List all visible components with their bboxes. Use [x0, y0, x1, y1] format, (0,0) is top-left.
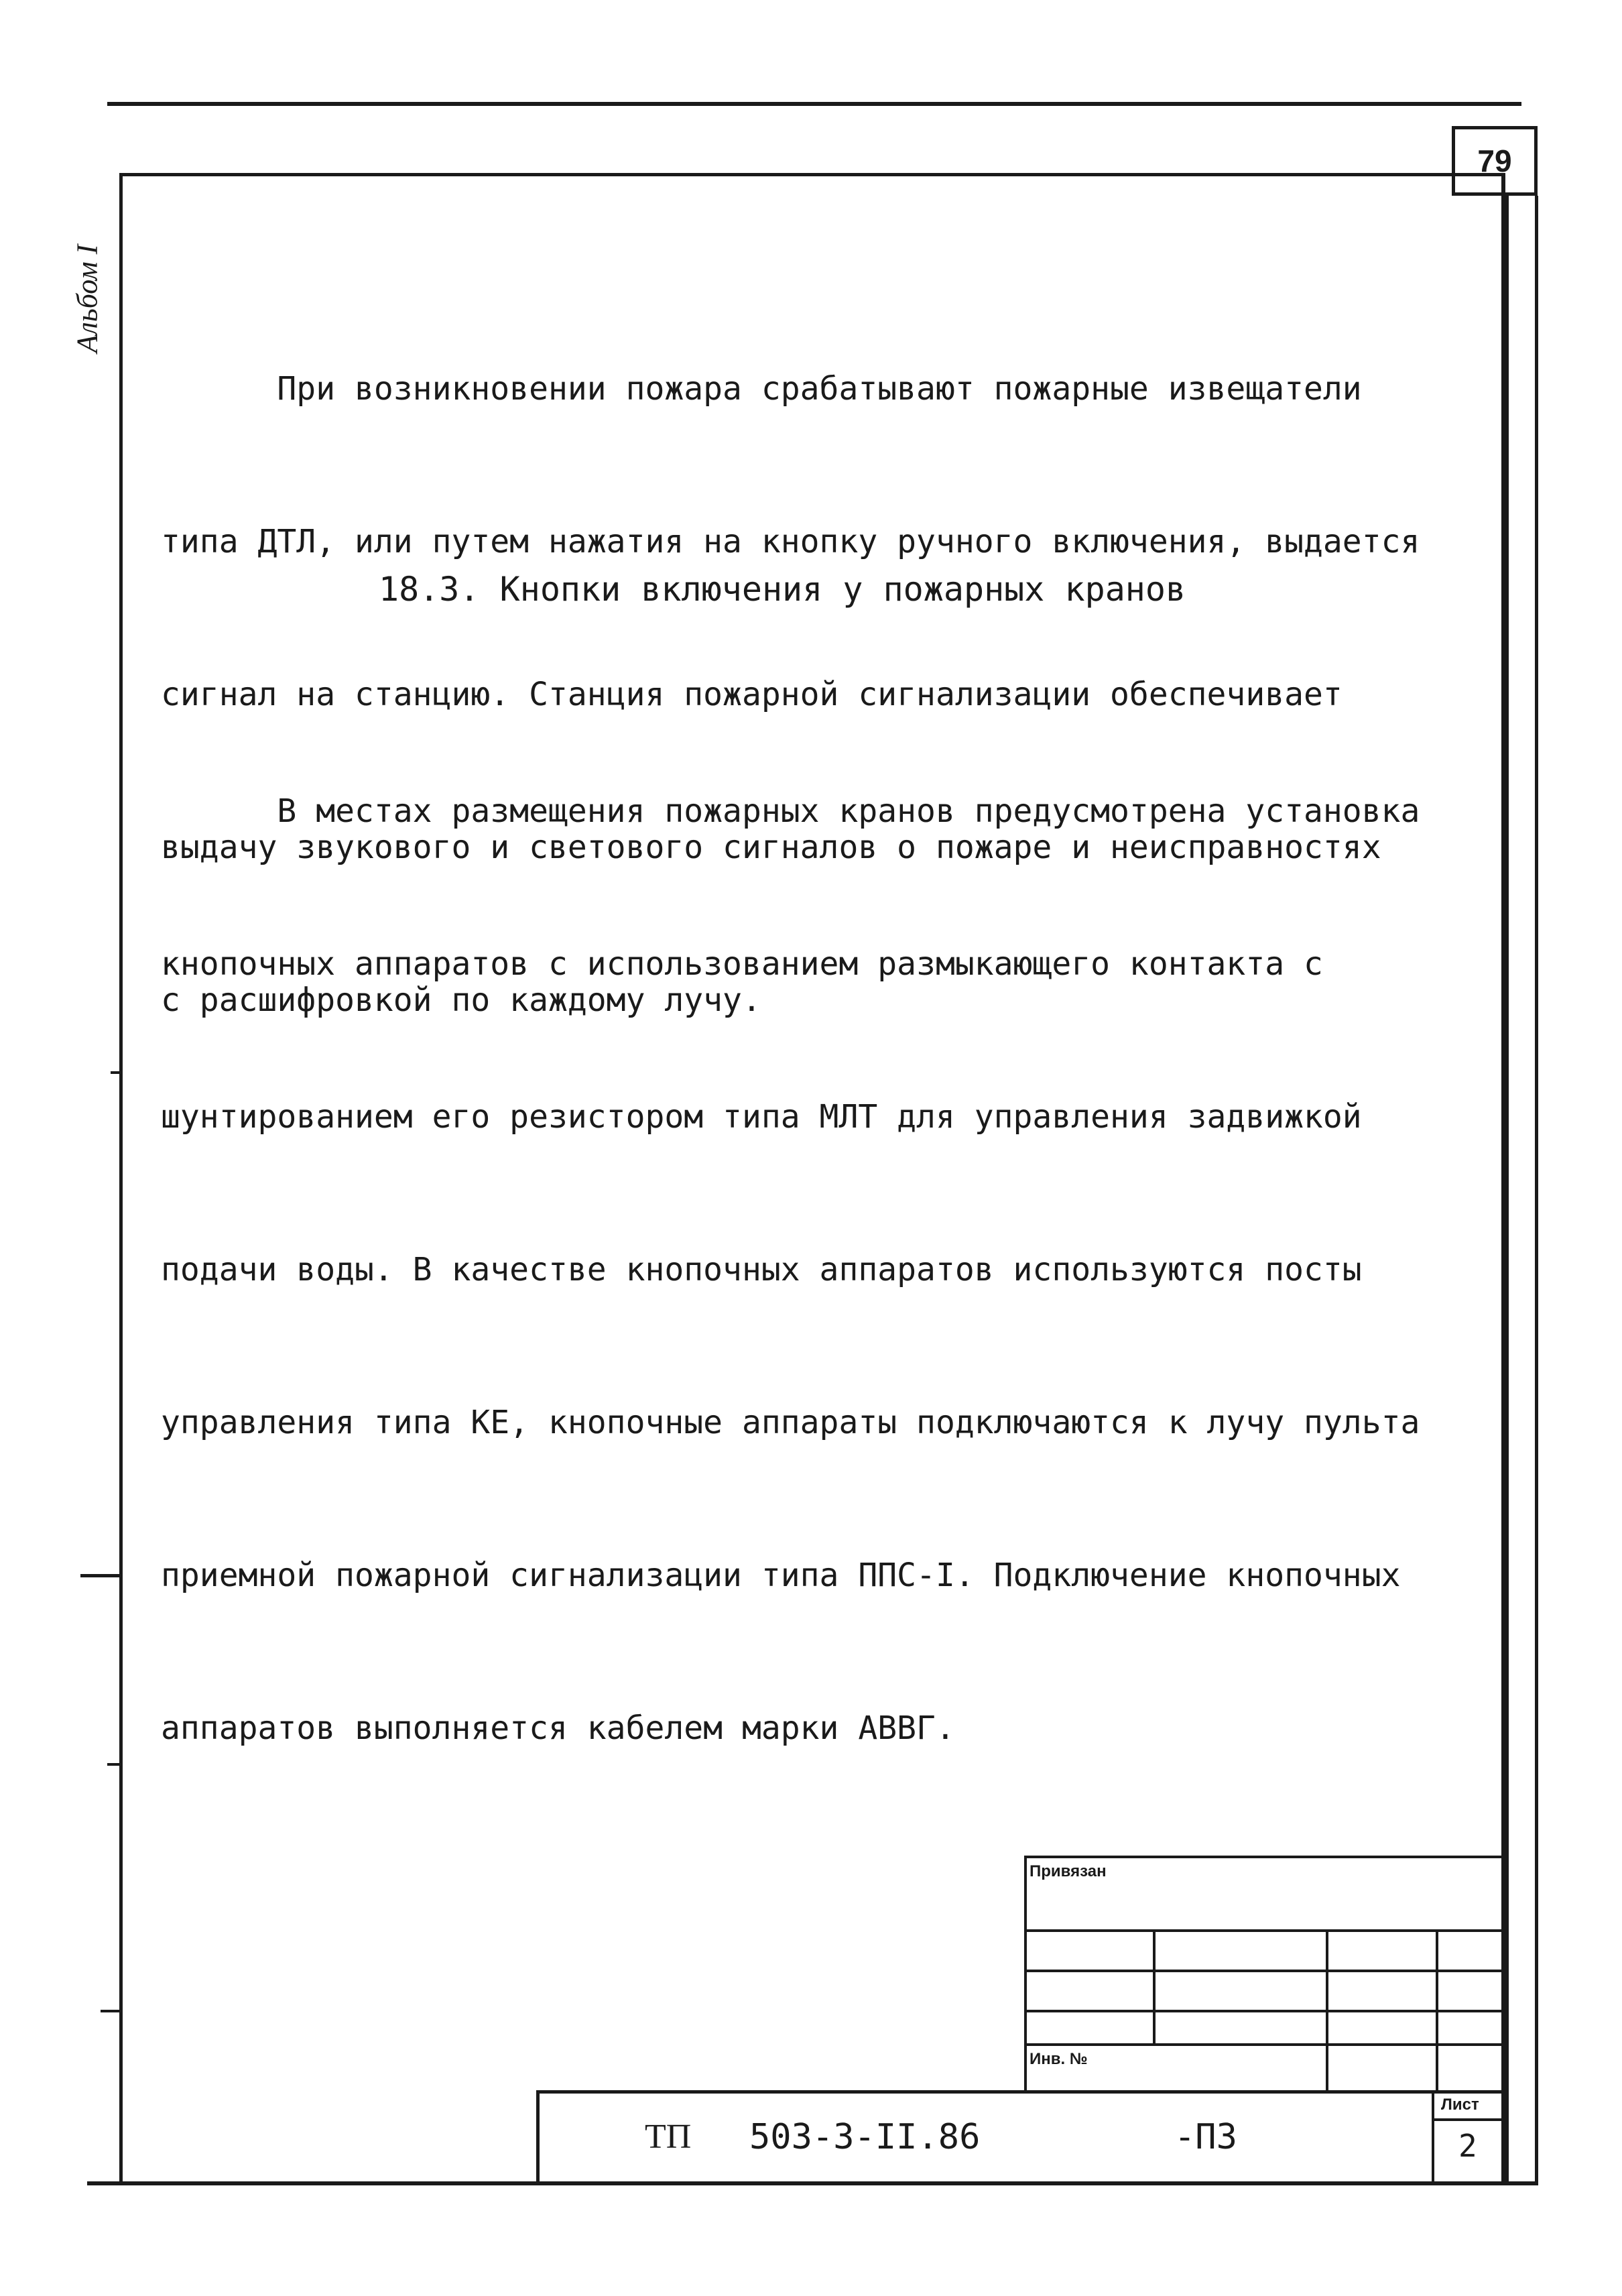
album-label: Альбом I — [70, 244, 104, 353]
margin-tick — [111, 1071, 121, 1074]
margin-tick — [107, 1763, 121, 1766]
document-code-prefix: ТП — [645, 2118, 692, 2156]
text-line: сигнал на станцию. Станция пожарной сигнализации обеспечивает — [161, 676, 1343, 713]
text-line: с расшифровкой по каждому лучу. — [161, 981, 761, 1019]
text-line: приемной пожарной сигнализации типа ППС-I. Подключение кнопочных — [161, 1557, 1401, 1594]
text-line: При возникновении пожара срабатывают пожарные извещатели — [161, 370, 1362, 408]
margin-tick — [80, 1574, 121, 1577]
sheet-label: Лист — [1441, 2096, 1479, 2114]
sheet-number: 2 — [1458, 2128, 1477, 2164]
page-number: 79 — [1452, 126, 1538, 196]
text-line: выдачу звукового и светового сигналов о пожаре и неисправностях — [161, 829, 1381, 866]
right-inner-rule — [1505, 196, 1509, 2185]
body-paragraph — [161, 684, 1420, 1805]
text-line: управления типа КЕ, кнопочные аппараты подключаются к лучу пульта — [161, 1404, 1420, 1441]
linked-label: Привязан — [1030, 1862, 1107, 1880]
section-heading: 18.3. Кнопки включения у пожарных кранов — [379, 570, 1186, 609]
text-line: шунтированием его резистором типа МЛТ для управления задвижкой — [161, 1098, 1362, 1136]
text-line: В местах размещения пожарных кранов предусмотрена установка — [161, 792, 1420, 830]
text-line: аппаратов выполняется кабелем марки АВВГ. — [161, 1709, 955, 1747]
inv-number-label: Инв. № — [1030, 2050, 1088, 2068]
text-line: типа ДТЛ, или путем нажатия на кнопку ручного включения, выдается — [161, 523, 1420, 560]
top-rule — [107, 102, 1521, 106]
document-code-suffix: -ПЗ — [1174, 2117, 1237, 2157]
document-code-number: 503-3-II.86 — [749, 2117, 981, 2157]
margin-tick — [101, 2010, 121, 2012]
right-outer-rule — [1535, 196, 1538, 2185]
text-line: подачи воды. В качестве кнопочных аппаратов используются посты — [161, 1251, 1362, 1288]
text-line: кнопочных аппаратов с использованием размыкающего контакта с — [161, 945, 1323, 983]
